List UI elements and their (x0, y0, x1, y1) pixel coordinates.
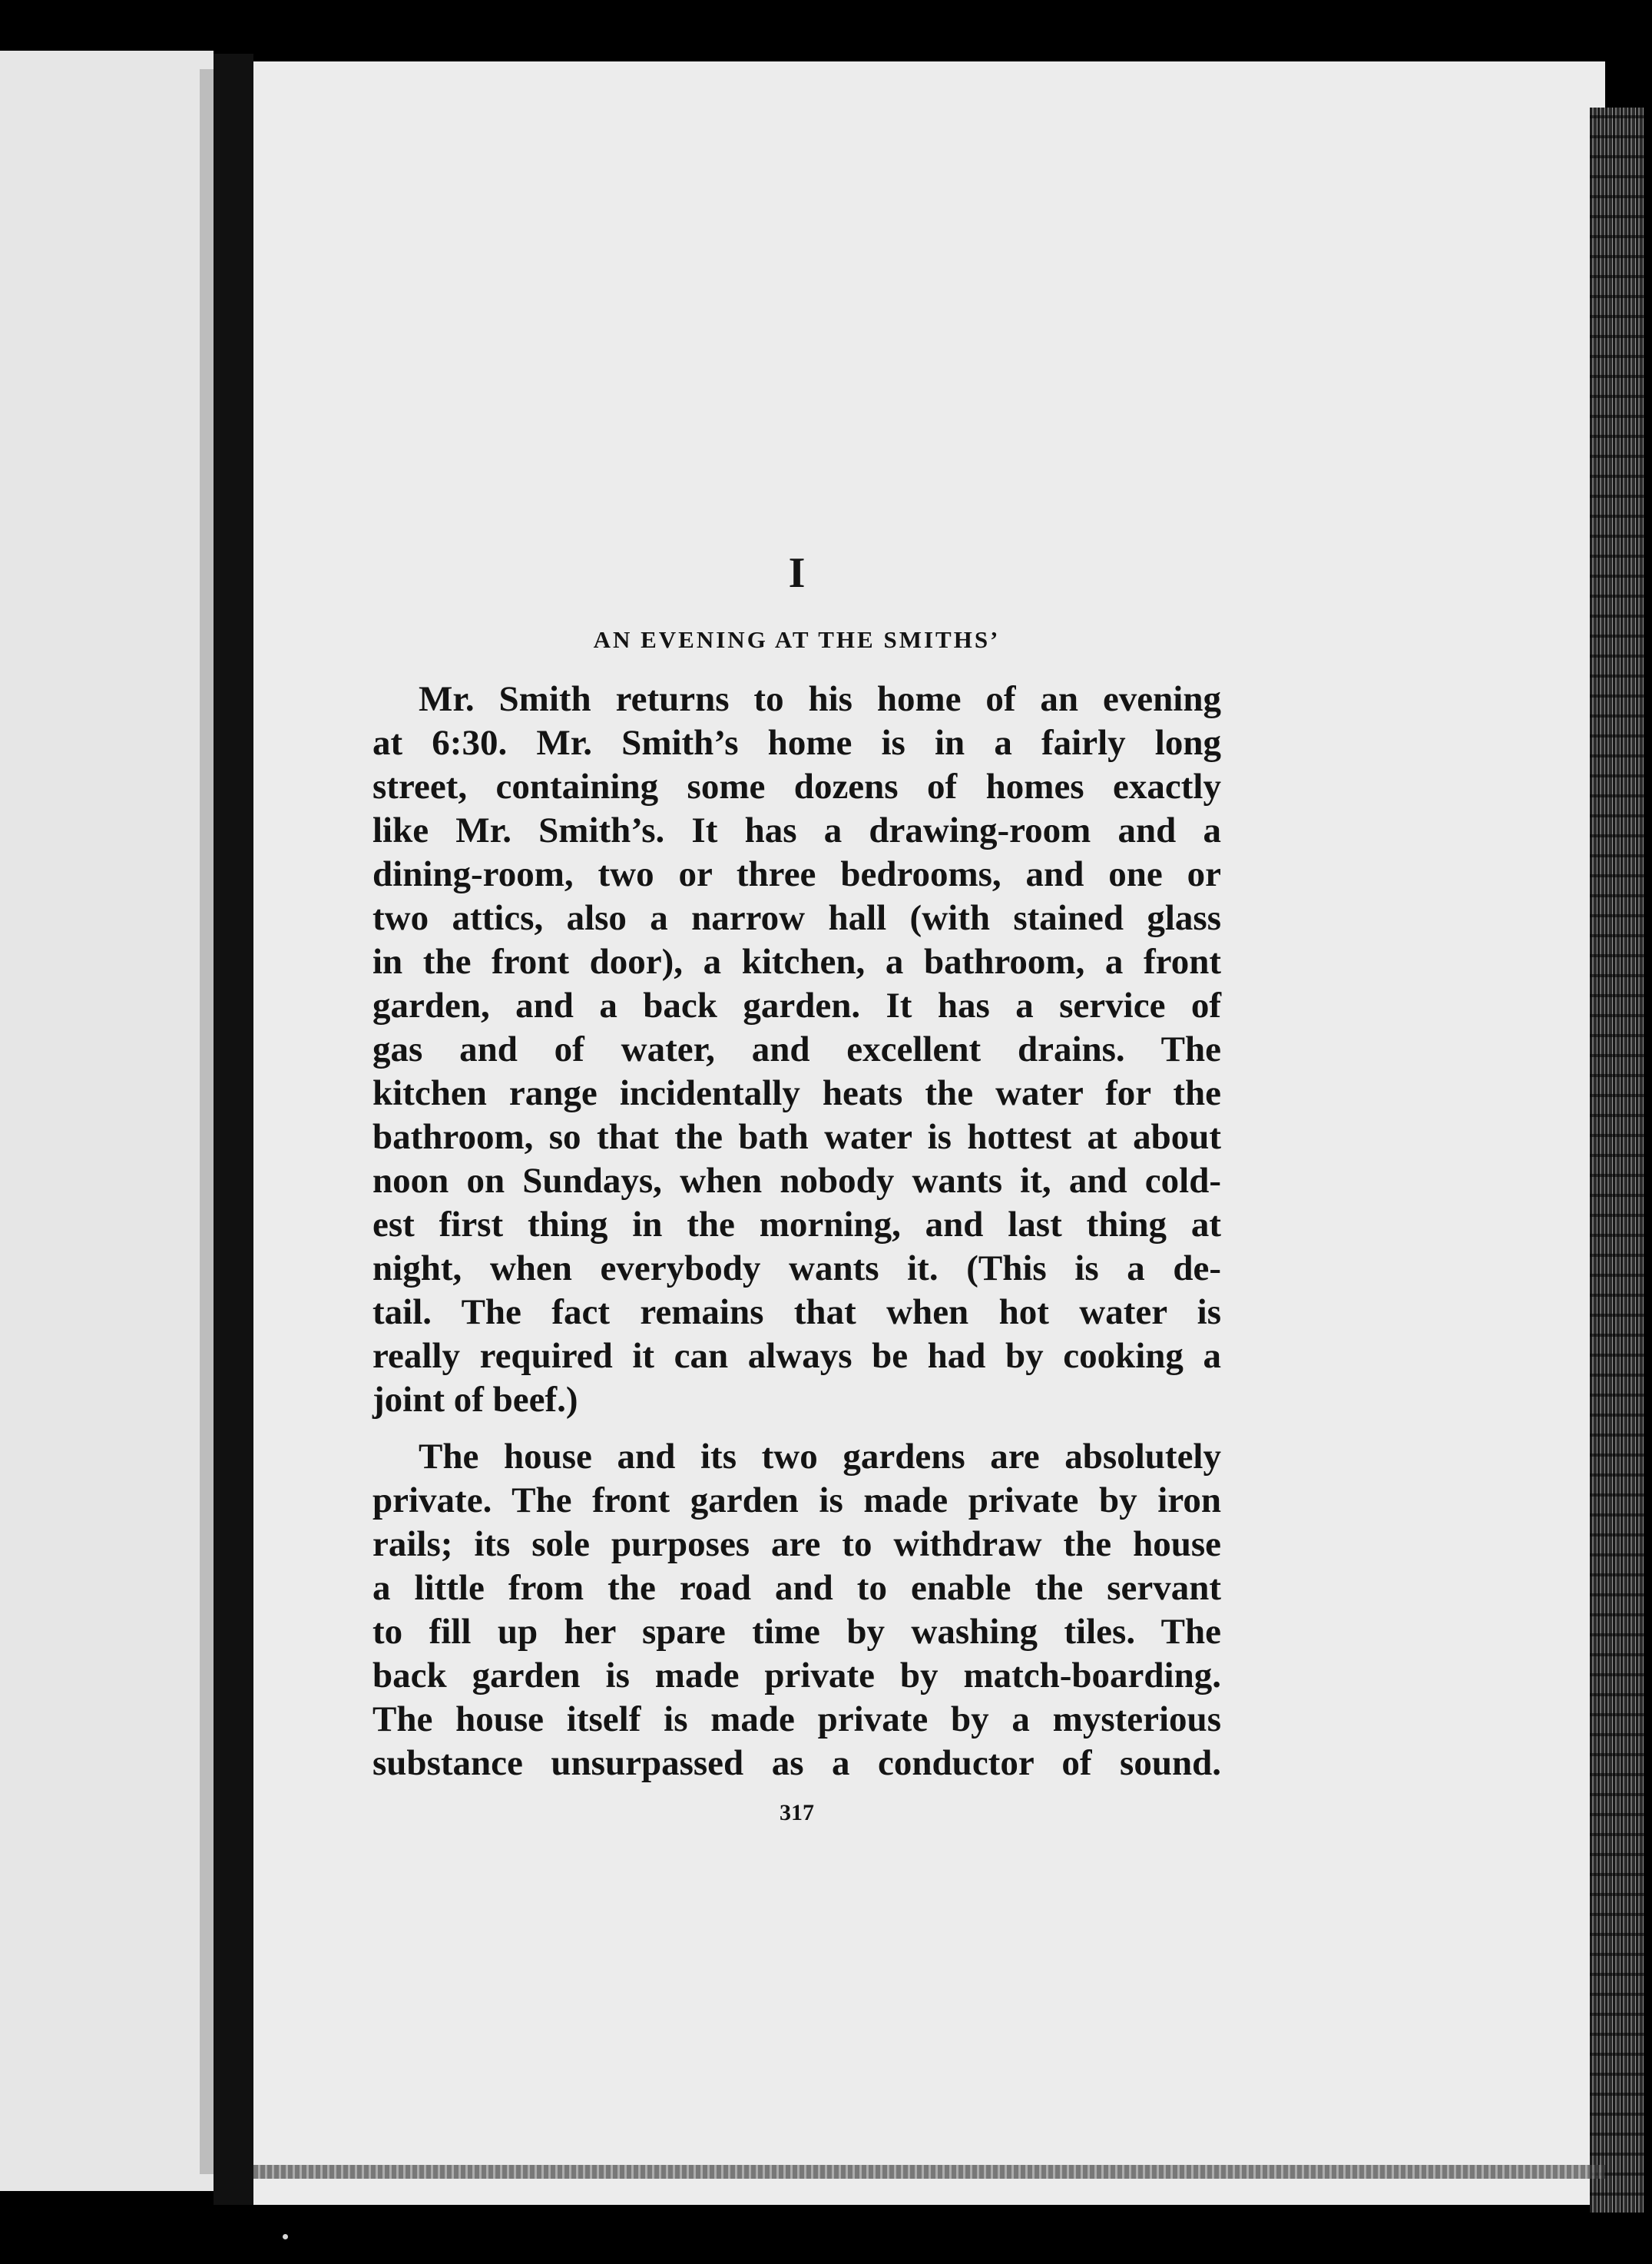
text-line: Mr. Smith returns to his home of an evening (419, 679, 1221, 719)
scan-dust-speck (283, 2234, 288, 2239)
text-line: private. The front garden is made private by iron (372, 1480, 1221, 1520)
text-line: dining-room, two or three bedrooms, and one or (372, 854, 1221, 894)
chapter-number: I (788, 549, 806, 597)
text-line: street, containing some dozens of homes exactly (372, 767, 1221, 807)
paragraph-1 (372, 678, 1221, 1422)
text-line: at 6:30. Mr. Smith’s home is in a fairly long (372, 723, 1221, 763)
text-line: kitchen range incidentally heats the water for the (372, 1073, 1221, 1113)
text-line: gas and of water, and excellent drains. The (372, 1029, 1221, 1069)
page-edges-shade (1590, 108, 1644, 2213)
text-line: in the front door), a kitchen, a bathroom, a front (372, 942, 1221, 982)
book-gutter (214, 54, 253, 2205)
text-line: back garden is made private by match-boarding. (372, 1656, 1221, 1696)
text-line: night, when everybody wants it. (This is a de- (372, 1248, 1221, 1288)
text-line: joint of beef.) (372, 1380, 578, 1420)
chapter-title: AN EVENING AT THE SMITHS’ (593, 626, 1001, 653)
text-line: bathroom, so that the bath water is hottest at about (372, 1117, 1221, 1157)
text-line: rails; its sole purposes are to withdraw the house (372, 1524, 1221, 1564)
bottom-page-edge (253, 2165, 1605, 2179)
text-line: garden, and a back garden. It has a service of (372, 986, 1221, 1026)
text-line: est first thing in the morning, and last thing at (372, 1205, 1221, 1245)
text-line: two attics, also a narrow hall (with stained glass (372, 898, 1221, 938)
text-line: The house itself is made private by a mysterious (372, 1699, 1221, 1739)
text-line: The house and its two gardens are absolutely (419, 1437, 1221, 1477)
text-line: substance unsurpassed as a conductor of sound. (372, 1743, 1221, 1783)
left-page (0, 51, 214, 2191)
text-line: a little from the road and to enable the servant (372, 1568, 1221, 1608)
left-page-edge (200, 69, 214, 2174)
text-line: noon on Sundays, when nobody wants it, and cold- (372, 1161, 1221, 1201)
text-line: tail. The fact remains that when hot water is (372, 1292, 1221, 1332)
paragraph-2 (372, 1435, 1221, 1785)
text-line: to fill up her spare time by washing tiles. The (372, 1612, 1221, 1652)
text-line: really required it can always be had by cooking a (372, 1336, 1221, 1376)
page-number: 317 (780, 1800, 814, 1825)
text-line: like Mr. Smith’s. It has a drawing-room and a (372, 810, 1221, 850)
